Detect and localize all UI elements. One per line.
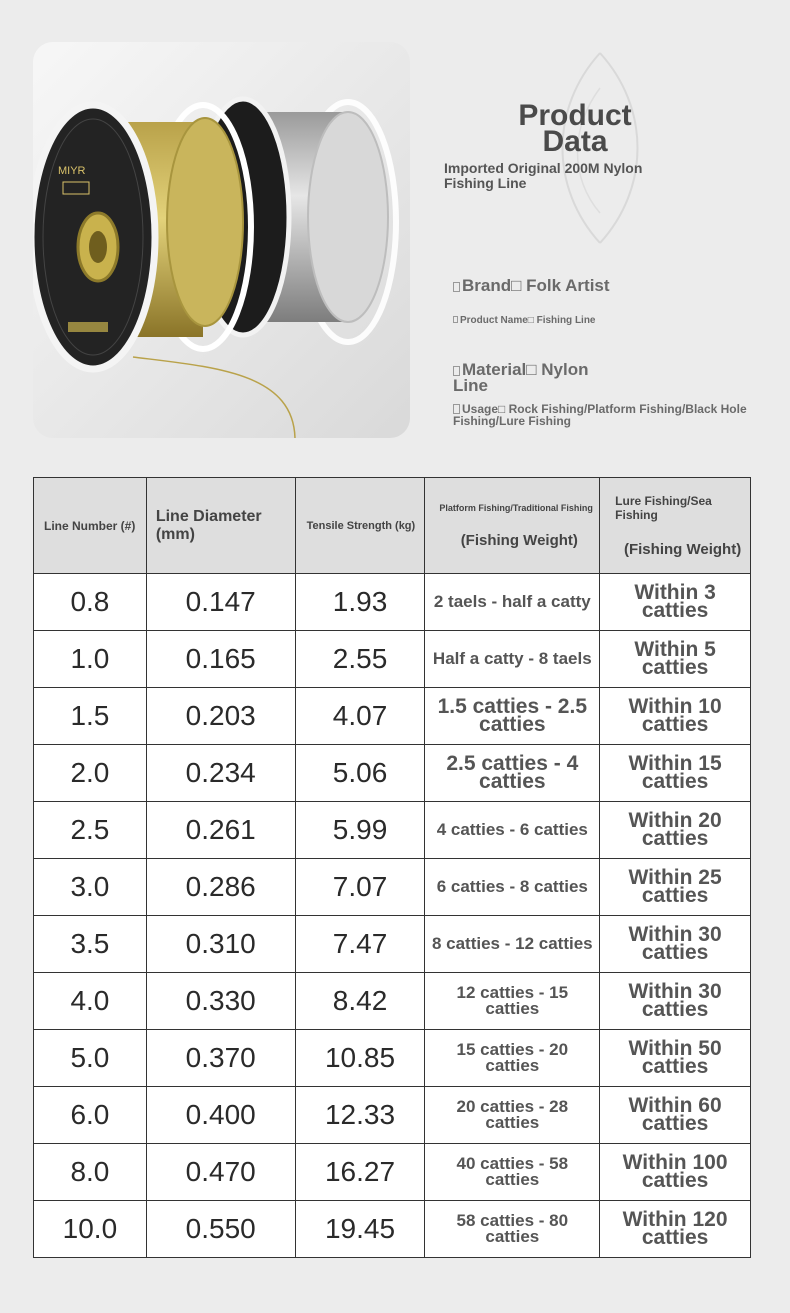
cell-platform-weight: 2.5 catties - 4 catties — [425, 745, 600, 802]
header-platform-fishing — [425, 478, 600, 574]
cell-tensile: 2.55 — [295, 631, 425, 688]
cell-line-number: 3.0 — [34, 859, 147, 916]
cell-diameter: 0.310 — [146, 916, 295, 973]
cell-tensile: 5.99 — [295, 802, 425, 859]
square-icon — [453, 404, 460, 414]
cell-line-number: 2.0 — [34, 745, 147, 802]
product-photo — [33, 42, 410, 438]
cell-lure-weight: Within 3 catties — [600, 574, 751, 631]
header-platform-sub: (Fishing Weight) — [460, 532, 578, 549]
cell-diameter: 0.330 — [146, 973, 295, 1030]
cell-line-number: 8.0 — [34, 1144, 147, 1201]
header-platform-label: Platform Fishing/Traditional Fishing — [439, 503, 593, 513]
cell-tensile: 19.45 — [295, 1201, 425, 1258]
cell-platform-weight: 20 catties - 28 catties — [425, 1087, 600, 1144]
spec-product-name-text: Product Name□ Fishing Line — [460, 315, 596, 326]
spec-material — [453, 362, 628, 394]
cell-lure-weight: Within 20 catties — [600, 802, 751, 859]
table-row — [34, 688, 751, 745]
header-tensile-strength: Tensile Strength (kg) — [295, 478, 425, 574]
spec-brand-text: Brand□ Folk Artist — [462, 276, 610, 295]
cell-tensile: 8.42 — [295, 973, 425, 1030]
header-lure-label: Lure Fishing/Sea Fishing — [615, 494, 712, 522]
table-row — [34, 859, 751, 916]
cell-platform-weight: 8 catties - 12 catties — [425, 916, 600, 973]
spec-brand — [453, 278, 633, 294]
cell-tensile: 10.85 — [295, 1030, 425, 1087]
cell-diameter: 0.286 — [146, 859, 295, 916]
cell-diameter: 0.400 — [146, 1087, 295, 1144]
cell-lure-weight: Within 25 catties — [600, 859, 751, 916]
cell-lure-weight: Within 5 catties — [600, 631, 751, 688]
spec-product-name — [453, 316, 603, 326]
cell-tensile: 16.27 — [295, 1144, 425, 1201]
header-line-diameter: Line Diameter (mm) — [146, 478, 295, 574]
cell-lure-weight: Within 120 catties — [600, 1201, 751, 1258]
cell-lure-weight: Within 30 catties — [600, 973, 751, 1030]
table-row — [34, 973, 751, 1030]
page-subtitle: Imported Original 200M Nylon Fishing Line — [444, 160, 643, 191]
spec-usage — [453, 403, 758, 427]
cell-line-number: 4.0 — [34, 973, 147, 1030]
cell-diameter: 0.370 — [146, 1030, 295, 1087]
cell-lure-weight: Within 10 catties — [600, 688, 751, 745]
cell-platform-weight: 1.5 catties - 2.5 catties — [425, 688, 600, 745]
cell-line-number: 1.5 — [34, 688, 147, 745]
cell-platform-weight: 2 taels - half a catty — [425, 574, 600, 631]
table-row — [34, 631, 751, 688]
cell-tensile: 7.47 — [295, 916, 425, 973]
cell-line-number: 10.0 — [34, 1201, 147, 1258]
spool-brand-label: MIYR — [58, 165, 86, 177]
cell-diameter: 0.470 — [146, 1144, 295, 1201]
cell-diameter: 0.203 — [146, 688, 295, 745]
cell-platform-weight: 15 catties - 20 catties — [425, 1030, 600, 1087]
spec-usage-text: Usage□ Rock Fishing/Platform Fishing/Black Hole Fishing/Lure Fishing — [453, 402, 747, 428]
cell-line-number: 6.0 — [34, 1087, 147, 1144]
header-lure-sub: (Fishing Weight) — [623, 541, 742, 558]
square-icon — [453, 366, 460, 376]
cell-tensile: 5.06 — [295, 745, 425, 802]
cell-platform-weight: 12 catties - 15 catties — [425, 973, 600, 1030]
table-row — [34, 916, 751, 973]
cell-platform-weight: Half a catty - 8 taels — [425, 631, 600, 688]
cell-line-number: 5.0 — [34, 1030, 147, 1087]
table-body — [34, 574, 751, 1258]
cell-lure-weight: Within 60 catties — [600, 1087, 751, 1144]
page-title: Product Data — [518, 99, 632, 158]
cell-line-number: 3.5 — [34, 916, 147, 973]
table-row — [34, 802, 751, 859]
table-row — [34, 1030, 751, 1087]
cell-platform-weight: 40 catties - 58 catties — [425, 1144, 600, 1201]
table-header-row — [34, 478, 751, 574]
cell-platform-weight: 6 catties - 8 catties — [425, 859, 600, 916]
cell-tensile: 1.93 — [295, 574, 425, 631]
cell-diameter: 0.147 — [146, 574, 295, 631]
cell-tensile: 4.07 — [295, 688, 425, 745]
table-row — [34, 1087, 751, 1144]
cell-line-number: 1.0 — [34, 631, 147, 688]
fishing-line-spools-image — [33, 42, 410, 438]
cell-diameter: 0.234 — [146, 745, 295, 802]
table-row — [34, 574, 751, 631]
square-icon — [453, 316, 458, 323]
cell-line-number: 2.5 — [34, 802, 147, 859]
cell-tensile: 12.33 — [295, 1087, 425, 1144]
cell-diameter: 0.165 — [146, 631, 295, 688]
cell-platform-weight: 58 catties - 80 catties — [425, 1201, 600, 1258]
square-icon — [453, 282, 460, 292]
table-row — [34, 1201, 751, 1258]
cell-tensile: 7.07 — [295, 859, 425, 916]
header-lure-fishing — [600, 478, 751, 574]
spec-material-text: Material□ Nylon Line — [453, 360, 589, 395]
table-row — [34, 1144, 751, 1201]
cell-diameter: 0.261 — [146, 802, 295, 859]
cell-line-number: 0.8 — [34, 574, 147, 631]
product-data-table — [33, 477, 751, 1258]
cell-platform-weight: 4 catties - 6 catties — [425, 802, 600, 859]
header-line-number: Line Number (#) — [34, 478, 147, 574]
cell-lure-weight: Within 100 catties — [600, 1144, 751, 1201]
cell-lure-weight: Within 50 catties — [600, 1030, 751, 1087]
cell-diameter: 0.550 — [146, 1201, 295, 1258]
table-row — [34, 745, 751, 802]
cell-lure-weight: Within 30 catties — [600, 916, 751, 973]
cell-lure-weight: Within 15 catties — [600, 745, 751, 802]
